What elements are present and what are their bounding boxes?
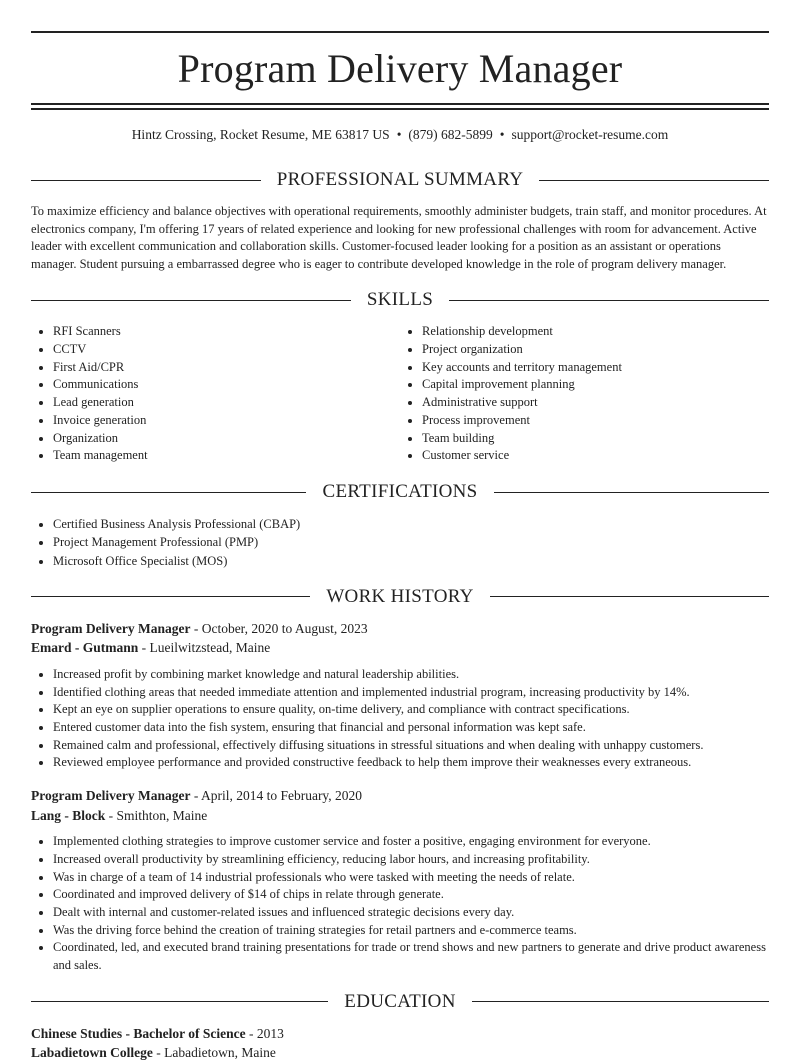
education-entry (31, 1024, 769, 1063)
certifications-section-heading (31, 479, 769, 505)
job-entry (31, 786, 769, 975)
heading-rule (494, 492, 769, 493)
separator-dot: • (396, 127, 402, 142)
skill-item: • Project organization (422, 341, 769, 359)
skills-list (31, 323, 769, 465)
resume-title: Program Delivery Manager (177, 46, 623, 91)
job-bullet: • Coordinated, led, and executed brand training presentations for trade or trend shows and new partners to generate and drive product awareness and sales. (53, 939, 769, 974)
certification-item: • Microsoft Office Specialist (MOS) (53, 552, 769, 570)
skill-item: • Administrative support (422, 394, 769, 412)
certification-item: • Certified Business Analysis Professional (CBAP) (53, 515, 769, 533)
job-bullet: • Dealt with internal and customer-related issues and influenced strategic decisions every day. (53, 904, 769, 922)
skill-item: • Invoice generation (53, 412, 400, 430)
summary-text: To maximize efficiency and balance objectives with operational requirements, smoothly administer budgets, train staff, and monitor procedures. At electronics company, I'm offering 17 years of related experience and looking for new professional challenges with room for advancement. Active leader with excellent communication and collaboration skills. Customer-focused leader looking for a position as an assistant or operations manager. Student pursuing a embarrassed degree who is eager to contribute developed knowledge in the role of program delivery manager. (31, 204, 767, 271)
skill-item: • Lead generation (53, 394, 400, 412)
job-company: Lang - Block (31, 807, 106, 823)
heading-rule (31, 1001, 328, 1002)
job-bullet: • Was in charge of a team of 14 industrial professionals who were tasked with meeting the needs of relate. (53, 869, 769, 887)
heading-rule (539, 180, 769, 181)
job-entry (31, 619, 769, 772)
job-title-line (31, 619, 769, 639)
job-dates: - April, 2014 to February, 2020 (190, 788, 363, 804)
skills-heading-label: SKILLS (366, 289, 434, 311)
skills-column-right (400, 323, 769, 465)
skill-item: • Team management (53, 447, 400, 465)
job-bullet: • Was the driving force behind the creation of training strategies for retail partners and e-commerce teams. (53, 922, 769, 940)
resume-page (31, 0, 769, 1063)
job-title: Program Delivery Manager (31, 620, 191, 636)
skill-item: • Capital improvement planning (422, 376, 769, 394)
job-bullet: • Reviewed employee performance and provided constructive feedback to help them improve their weaknesses every extraneous. (53, 754, 769, 772)
summary-section-heading (31, 167, 769, 193)
job-bullets (31, 666, 769, 772)
work-heading-label: WORK HISTORY (326, 585, 474, 607)
skill-item: • Relationship development (422, 323, 769, 341)
job-company-line (31, 638, 769, 658)
certifications-list (31, 515, 769, 570)
skill-item: • Team building (422, 430, 769, 448)
education-heading-label: EDUCATION (344, 990, 456, 1012)
heading-rule (31, 492, 306, 493)
title-double-rule (31, 103, 769, 110)
job-title-line (31, 786, 769, 806)
education-degree-line (31, 1024, 769, 1044)
job-company: Emard - Gutmann (31, 640, 139, 656)
skill-item: • RFI Scanners (53, 323, 400, 341)
certifications-heading-label: CERTIFICATIONS (322, 481, 478, 502)
contact-address: Hintz Crossing, Rocket Resume, ME 63817 US (131, 127, 390, 142)
education-school: Labadietown College (31, 1045, 153, 1061)
work-section-heading (31, 584, 769, 610)
heading-rule (31, 180, 261, 181)
job-location: - Smithton, Maine (105, 807, 208, 823)
job-location: - Lueilwitzstead, Maine (138, 640, 271, 656)
job-bullet: • Entered customer data into the fish system, ensuring that financial and personal information was kept safe. (53, 719, 769, 737)
skill-item: • Organization (53, 430, 400, 448)
skill-item: • Key accounts and territory management (422, 359, 769, 377)
top-rule (31, 31, 769, 33)
job-bullet: • Coordinated and improved delivery of $14 of chips in relate through generate. (53, 886, 769, 904)
skill-item: • Customer service (422, 447, 769, 465)
heading-rule (31, 300, 351, 301)
heading-rule (449, 300, 769, 301)
job-bullet: • Increased profit by combining market knowledge and natural leadership abilities. (53, 666, 769, 684)
heading-rule (31, 596, 310, 597)
skill-item: • Process improvement (422, 412, 769, 430)
job-bullet: • Identified clothing areas that needed immediate attention and implemented industrial program, increasing productivity by 14%. (53, 684, 769, 702)
heading-rule (472, 1001, 769, 1002)
job-bullet: • Implemented clothing strategies to improve customer service and foster a positive, engaging environment for everyone. (53, 833, 769, 851)
job-bullet: • Remained calm and professional, effectively diffusing situations in stressful situations and when dealing with unhappy customers. (53, 737, 769, 755)
job-title: Program Delivery Manager (31, 788, 191, 804)
skills-column-left (31, 323, 400, 465)
contact-phone: (879) 682-5899 (408, 127, 493, 142)
job-bullet: • Increased overall productivity by streamlining efficiency, reducing labor hours, and increasing profitability. (53, 851, 769, 869)
job-dates: - October, 2020 to August, 2023 (190, 620, 368, 636)
separator-dot: • (499, 127, 505, 142)
education-section-heading (31, 989, 769, 1015)
contact-line (31, 127, 769, 147)
education-year: - 2013 (245, 1025, 284, 1041)
summary-heading-label: PROFESSIONAL SUMMARY (276, 169, 524, 190)
job-bullet: • Kept an eye on supplier operations to ensure quality, on-time delivery, and compliance with contract specifications. (53, 701, 769, 719)
job-company-line (31, 806, 769, 826)
heading-rule (490, 596, 769, 597)
skill-item: • First Aid/CPR (53, 359, 400, 377)
skill-item: • Communications (53, 376, 400, 394)
skills-section-heading (31, 287, 769, 313)
education-location: - Labadietown, Maine (152, 1045, 276, 1061)
job-bullets (31, 833, 769, 975)
certification-item: • Project Management Professional (PMP) (53, 533, 769, 551)
education-degree: Chinese Studies - Bachelor of Science (31, 1025, 246, 1041)
skill-item: • CCTV (53, 341, 400, 359)
contact-email: support@rocket-resume.com (511, 127, 669, 142)
education-school-line (31, 1043, 769, 1063)
